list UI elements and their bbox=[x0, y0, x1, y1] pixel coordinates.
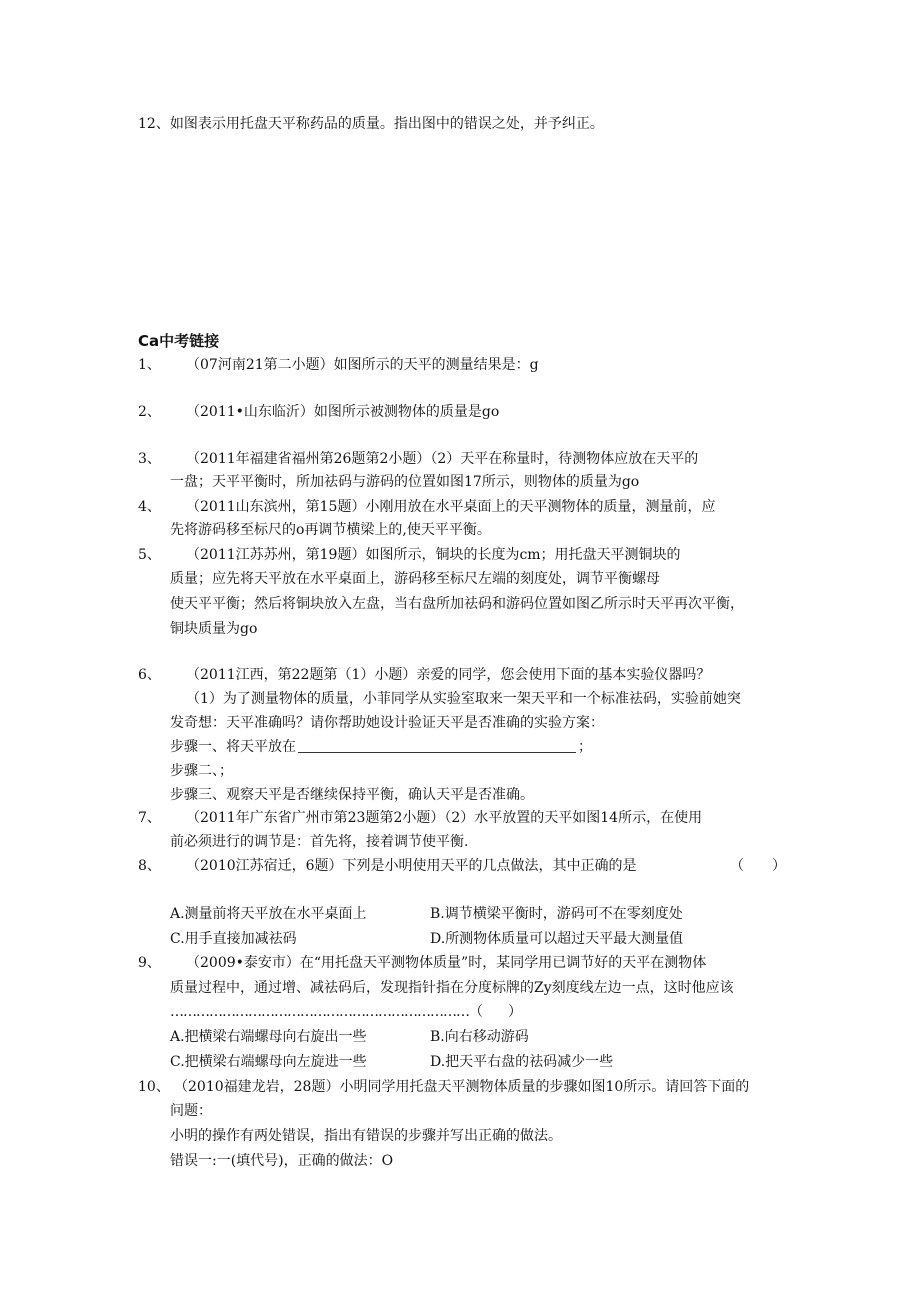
q10-line-1: （2010福建龙岩，28题）小明同学用托盘天平测物体质量的步骤如图10所示。请回答下面的 bbox=[174, 1079, 750, 1095]
q9-dots-line: ……………………………………………………………（ ） bbox=[170, 1004, 521, 1020]
q6-line-2: （1）为了测量物体的质量，小菲同学从实验室取来一架天平和一个标准祛码，实验前她突 bbox=[186, 691, 741, 707]
q5-line-3: 使天平平衡；然后将铜块放入左盘，当右盘所加祛码和游码位置如图乙所示时天平再次平衡， bbox=[170, 596, 744, 612]
section-title: Ca中考链接 bbox=[138, 332, 220, 350]
q9-option-c: C.把横梁右端螺母向左旋进一些 bbox=[170, 1054, 367, 1070]
q6-step-1-label: 步骤一、将天平放在 bbox=[170, 739, 296, 755]
q7-number: 7、 bbox=[138, 810, 161, 826]
q8-option-d: D.所测物体质量可以超过天平最大测量值 bbox=[430, 931, 684, 947]
question-12: 12、如图表示用托盘天平称药品的质量。指出图中的错误之处，并予纠正。 bbox=[138, 116, 604, 132]
q9-option-a: A.把横梁右端螺母向右旋出一些 bbox=[170, 1029, 367, 1045]
q6-step-1-end: ； bbox=[578, 739, 592, 755]
q10-line-3: 小明的操作有两处错误，指出有错误的步骤并写出正确的做法。 bbox=[170, 1128, 562, 1144]
q3-line-1: （2011年福建省福州第26题第2小题）（2）天平在称量时，待测物体应放在天平的 bbox=[186, 451, 699, 467]
q8-line-1: （2010江苏宿迁，6题）下列是小明使用天平的几点做法，其中正确的是 bbox=[186, 858, 637, 874]
q2-text: （2011•山东临沂）如图所示被测物体的质量是go bbox=[186, 404, 500, 420]
q8-number: 8、 bbox=[138, 858, 161, 874]
q6-number: 6、 bbox=[138, 667, 161, 683]
q5-line-4: 铜块质量为go bbox=[170, 621, 258, 637]
q6-line-1: （2011江西，第22题第（1）小题）亲爱的同学，您会使用下面的基本实验仪器吗？ bbox=[186, 667, 711, 683]
q1-text: （07河南21第二小题）如图所示的天平的测量结果是：g bbox=[186, 357, 539, 373]
q3-line-2: 一盘；天平平衡时，所加祛码与游码的位置如图17所示，则物体的质量为go bbox=[170, 474, 640, 490]
q9-line-2: 质量过程中，通过增、减祛码后，发现指针指在分度标牌的Zy刻度线左边一点，这时他应该 bbox=[170, 980, 734, 996]
q4-number: 4、 bbox=[138, 499, 161, 515]
q4-line-2: 先将游码移至标尺的o再调节横梁上的,使天平平衡。 bbox=[170, 522, 491, 538]
q8-option-c: C.用手直接加减祛码 bbox=[170, 931, 297, 947]
q7-line-1: （2011年广东省广州市第23题第2小题）（2）水平放置的天平如图14所示，在使用 bbox=[186, 810, 703, 826]
q8-option-a: A.测量前将天平放在水平桌面上 bbox=[170, 906, 367, 922]
q9-option-d: D.把天平右盘的祛码减少一些 bbox=[430, 1054, 614, 1070]
q1-number: 1、 bbox=[138, 357, 161, 373]
q7-line-2: 前必须进行的调节是：首先将，接着调节使平衡. bbox=[170, 834, 469, 850]
q10-line-2: 问题： bbox=[170, 1103, 212, 1119]
q5-line-1: （2011江苏苏州，第19题）如图所示，铜块的长度为cm；用托盘天平测铜块的 bbox=[186, 547, 681, 563]
q4-line-1: （2011山东滨州，第15题）小刚用放在水平桌面上的天平测物体的质量，测量前，应 bbox=[186, 499, 716, 515]
q6-step-1 bbox=[170, 737, 592, 757]
q10-number: 10、 bbox=[138, 1079, 170, 1095]
q9-line-1: （2009•泰安市）在“用托盘天平测物体质量”时，某同学用已调节好的天平在测物体 bbox=[186, 955, 707, 971]
q2-number: 2、 bbox=[138, 404, 161, 420]
q6-line-3: 发奇想：天平准确吗？请你帮助她设计验证天平是否准确的实验方案： bbox=[170, 715, 604, 731]
q6-step-2: 步骤二、； bbox=[170, 763, 233, 779]
q5-line-2: 质量；应先将天平放在水平桌面上，游码移至标尺左端的刻度处，调节平衡螺母 bbox=[170, 571, 660, 587]
q6-step-3: 步骤三、观察天平是否继续保持平衡，确认天平是否准确。 bbox=[170, 787, 534, 803]
q5-number: 5、 bbox=[138, 547, 161, 563]
q8-answer-paren: （ ） bbox=[730, 858, 786, 874]
q8-option-b: B.调节横梁平衡时，游码可不在零刻度处 bbox=[430, 906, 683, 922]
q6-step-1-blank bbox=[298, 738, 576, 753]
q9-number: 9、 bbox=[138, 955, 161, 971]
q3-number: 3、 bbox=[138, 451, 161, 467]
q9-option-b: B.向右移动游码 bbox=[430, 1029, 529, 1045]
q10-line-4: 错误一:一(填代号)，正确的做法：O bbox=[170, 1153, 394, 1169]
